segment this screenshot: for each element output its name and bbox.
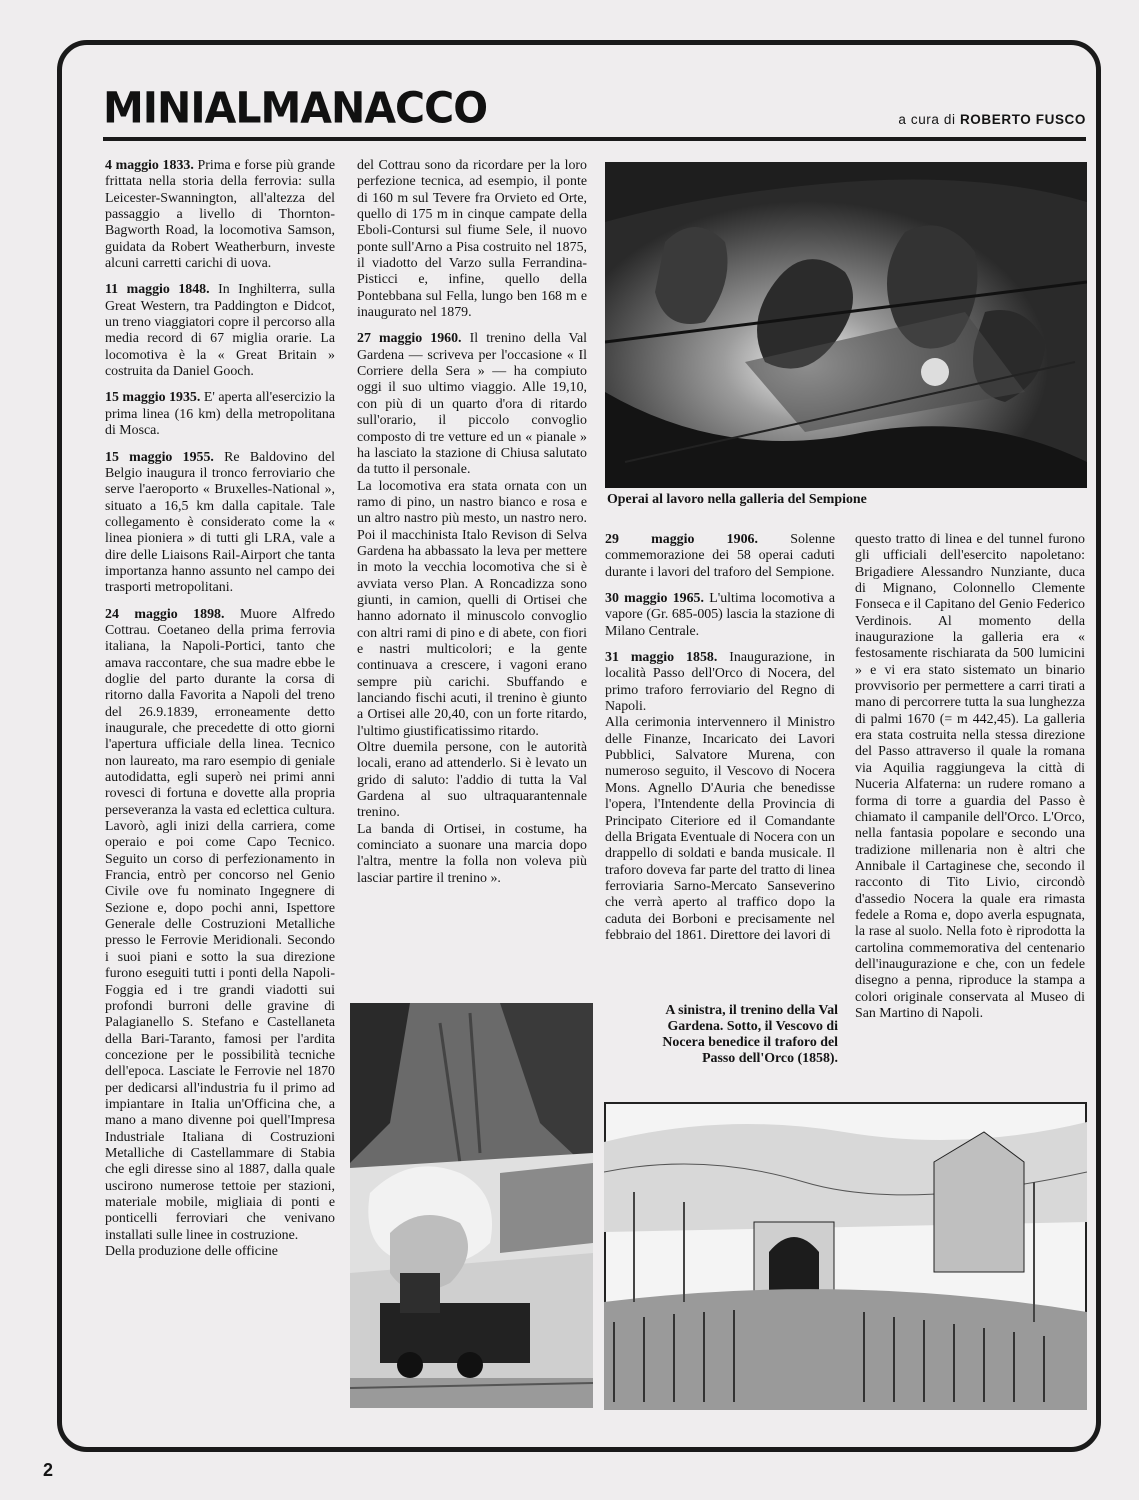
column-1: [105, 158, 335, 1260]
entry-date: 27 maggio 1960.: [357, 331, 462, 347]
entry-1848: [105, 282, 335, 380]
entry-1955: [105, 450, 335, 597]
byline-prefix: a cura di: [898, 112, 956, 127]
entry-date: 24 maggio 1898.: [105, 606, 225, 622]
byline: [898, 112, 1086, 127]
column-3: [605, 532, 835, 944]
paragraph: Oltre duemila persone, con le autorità locali, erano ad attenderlo. Si è levato un grido di saluto: l'addio di tutta la Val Gardena al suo ultraquarantennale trenino.: [357, 740, 587, 821]
entry-date: 11 maggio 1848.: [105, 282, 210, 298]
side-caption: A sinistra, il trenino della Val Gardena. Sotto, il Vescovo di Nocera benedice il traforo del Passo dell'Orco (1858).: [662, 1003, 838, 1066]
column-2: [357, 158, 587, 887]
entry-1935: [105, 390, 335, 439]
entry-1960: [357, 331, 587, 478]
entry-text: Il trenino della Val Gardena — scriveva per l'occasione « Il Corriere della Sera » — ha compiuto oggi il suo ultimo viaggio. Alle 19,10, con più di un quarto d'ora di ritardo sull'orario, il piccolo convoglio composto di tre vetture ed un « pianale » ha lasciato la stazione di Chiusa salutato da tutto il personale.: [357, 331, 587, 478]
page-number: 2: [43, 1460, 54, 1480]
header-rule: [103, 137, 1086, 141]
entry-text: Solenne commemorazione dei 58 operai caduti durante i lavori del traforo del Sempione.: [605, 532, 835, 580]
entry-text: In Inghilterra, sulla Great Western, tra Paddington e Didcot, un treno viaggiatori copre il percorso alla media record di 67 miglia orarie. La locomotiva è la « Great Britain » costruita da Daniel Gooch.: [105, 282, 335, 380]
entry-date: 29 maggio 1906.: [605, 532, 758, 547]
entry-date: 31 maggio 1858.: [605, 650, 718, 666]
paragraph: questo tratto di linea e del tunnel furono gli ufficiali dell'esercito napoletano: Brigadiere Alessandro Nunziante, duca di Mignano, Colonnello Clemente Fonseca e il Capitano del Genio Federico Verdinois. Al momento della inaugurazione la galleria era « festosamente rischiarata da 500 lumicini » e vi era stato sistemato un binario provvisorio per permettere a carri tirati a mano di percorrere tutta la sua lunghezza di palmi 1670 (= m 442,45). La galleria era stata costruita nella stessa direzione del Passo attraverso il quale la romana via Aquilia raggiungeva la città di Nuceria Alfaterna: un rudere romano a forma di torre a guardia del Passo è chiamato il campanile dell'Orco. L'Orco, nella fantasia popolare e secondo una tradizione millenaria non è altri che Annibale il Cartaginese che, secondo il racconto di Tito Livio, circondò d'assedio Nocera la quale era rimasta fedele a Roma e, dopo averla espugnata, la rase al suolo. Nella foto è riprodotta la cartolina commemorativa del centenario dell'inaugurazione e che, con un fedele disegno a penna, riproduce la stampa a colori originale conservata al Museo di San Martino di Napoli.: [855, 532, 1085, 1021]
val-gardena-train-photo: [350, 1003, 593, 1408]
tunnel-photo-caption: Operai al lavoro nella galleria del Sempione: [607, 492, 867, 507]
tunnel-workers-photo: [605, 162, 1087, 488]
entry-1858: [605, 650, 835, 715]
masthead-title: MINIALMANACCO: [103, 82, 488, 134]
entry-text: E' aperta all'esercizio la prima linea (16 km) della metropolitana di Mosca.: [105, 390, 335, 439]
paragraph: Alla cerimonia intervennero il Ministro delle Finanze, Incaricato dei Lavori Pubblici, Salvatore Murena, con numeroso seguito, il Vescovo di Nocera Mons. Agnello D'Auria che benedisse l'opera, l'Intendente della Provincia di Principato Citeriore ed il Comandante della Brigata Eventuale di Nocera con un drappello di soldati e banda musicale. Il traforo doveva far parte del tratto di linea ferroviaria Sarno-Mercato Sanseverino che verrà aperto al traffico dopo la caduta dei Borboni e precisamente nel febbraio del 1861. Direttore dei lavori di: [605, 715, 835, 943]
column-4: [855, 532, 1085, 1022]
entry-date: 15 maggio 1935.: [105, 390, 201, 406]
paragraph: del Cottrau sono da ricordare per la loro perfezione tecnica, ad esempio, il ponte di 160 m sul Tevere fra Orvieto ed Orte, quello di 175 m in cinque campate della Eboli-Contursi sul fiume Sele, il nuovo ponte sull'Arno a Pisa costruito nel 1875, il viadotto del Varzo sulla Ferrandina-Pisticci e, infine, quello della Pontebbana sul Fella, lungo ben 168 m e inaugurato nel 1879.: [357, 158, 587, 321]
entry-1833: [105, 158, 335, 272]
entry-text: L'ultima locomotiva a vapore (Gr. 685-005) lascia la stazione di Milano Centrale.: [605, 591, 835, 639]
entry-date: 30 maggio 1965.: [605, 591, 704, 607]
entry-text: Inaugurazione, in località Passo dell'Orco di Nocera, del primo traforo ferroviario del Regno di Napoli.: [605, 650, 835, 715]
entry-text: Prima e forse più grande frittata nella storia della ferrovia: sulla Leicester-Swannington, all'altezza del passaggio a livello di Thornton-Bagworth Road, la locomotiva Samson, guidata da Robert Weatherburn, investe alcuni carretti carichi di uova.: [105, 158, 335, 272]
entry-1898: [105, 607, 335, 1244]
entry-date: 4 maggio 1833.: [105, 158, 194, 173]
entry-text: Muore Alfredo Cottrau. Coetaneo della prima ferrovia italiana, la Napoli-Portici, tanto che amava raccontare, che sua madre ebbe le doglie del parto durante la corsa di ritorno dalla Favorita a Napoli del treno del 26.9.1839, erroneamente detto inaugurale, che precedette di otto giorni l'apertura ufficiale della linea. Tecnico non laureato, ma raro esempio di geniale autodidatta, egli superò nei primi anni rovesci di fortuna e dovette alla propria perseveranza la vasta ed eclettica cultura. Lavorò, agli inizi della carriera, come operaio e poi come Capo Tecnico. Seguito un corso di perfezionamento in Francia, entrò per concorso nel Genio Civile ove fu nominato Ingegnere di Sezione e, dopo pochi anni, Ispettore Generale delle Costruzioni Metalliche presso le Ferrovie Meridionali. Secondo i suoi piani e sotto la sua direzione furono eseguiti tutti i ponti della Napoli-Foggia ed i tre grandi viadotti sui profondi burroni delle gravine di Palagianello S. Stefano e Castellaneta della Bari-Taranto, famosi per l'ardita concezione per le possibilità tecniche dell'epoca. Lasciate le Ferrovie nel 1870 per dedicarsi all'industria fu il primo ad impiantare in Italia un'Officina che, a mano a mano divenne poi quell'Impresa Industriale Italiana di Costruzioni Metalliche di Castellammare di Stabia che egli diresse sino al 1887, dalla quale uscirono numerose tettoie per stazioni, materiale mobile, migliaia di ponti e ponticelli ferroviari che venivano installati sulle linee in costruzione.: [105, 606, 335, 1243]
byline-author: ROBERTO FUSCO: [959, 112, 1086, 127]
paragraph: La locomotiva era stata ornata con un ramo di pino, un nastro bianco e rosa e un altro nastro più mesto, un nastro nero. Poi il macchinista Italo Revison di Selva Gardena ha abbassato la leva per mettere in moto la vecchia locomotiva che si è avviata verso Plan. A Roncadizza sono giunti, in camion, quelli di Ortisei che hanno adornato il minuscolo convoglio con altri rami di pino e di abete, con fiori e nastri multicolori; e la gente continuava a crescere, i vagoni erano sempre più carichi. Sbuffando e lanciando fischi acuti, il trenino è giunto a Ortisei alle 20,40, con un forte ritardo, l'ultimo giustificatissimo ritardo.: [357, 478, 587, 739]
entry-continuation: Della produzione delle officine: [105, 1244, 278, 1259]
passo-orco-engraving: [604, 1102, 1087, 1410]
paragraph: La banda di Ortisei, in costume, ha cominciato a suonare una marcia dopo l'altra, mentre la folla non voleva più lasciar partire il trenino ».: [357, 821, 587, 886]
entry-1965: [605, 591, 835, 640]
entry-1906: [605, 532, 835, 581]
entry-date: 15 maggio 1955.: [105, 449, 214, 465]
entry-text: Re Baldovino del Belgio inaugura il tronco ferroviario che serve l'aeroporto « Bruxelles-National », situato a 16,5 km dalla capitale. Tale collegamento è considerato come la « linea pioniera » di tutti gli LRA, vale a dire delle Liaisons Rail-Airport che tanta importanza hanno assunto nel campo dei trasporti metropolitani.: [105, 449, 335, 596]
